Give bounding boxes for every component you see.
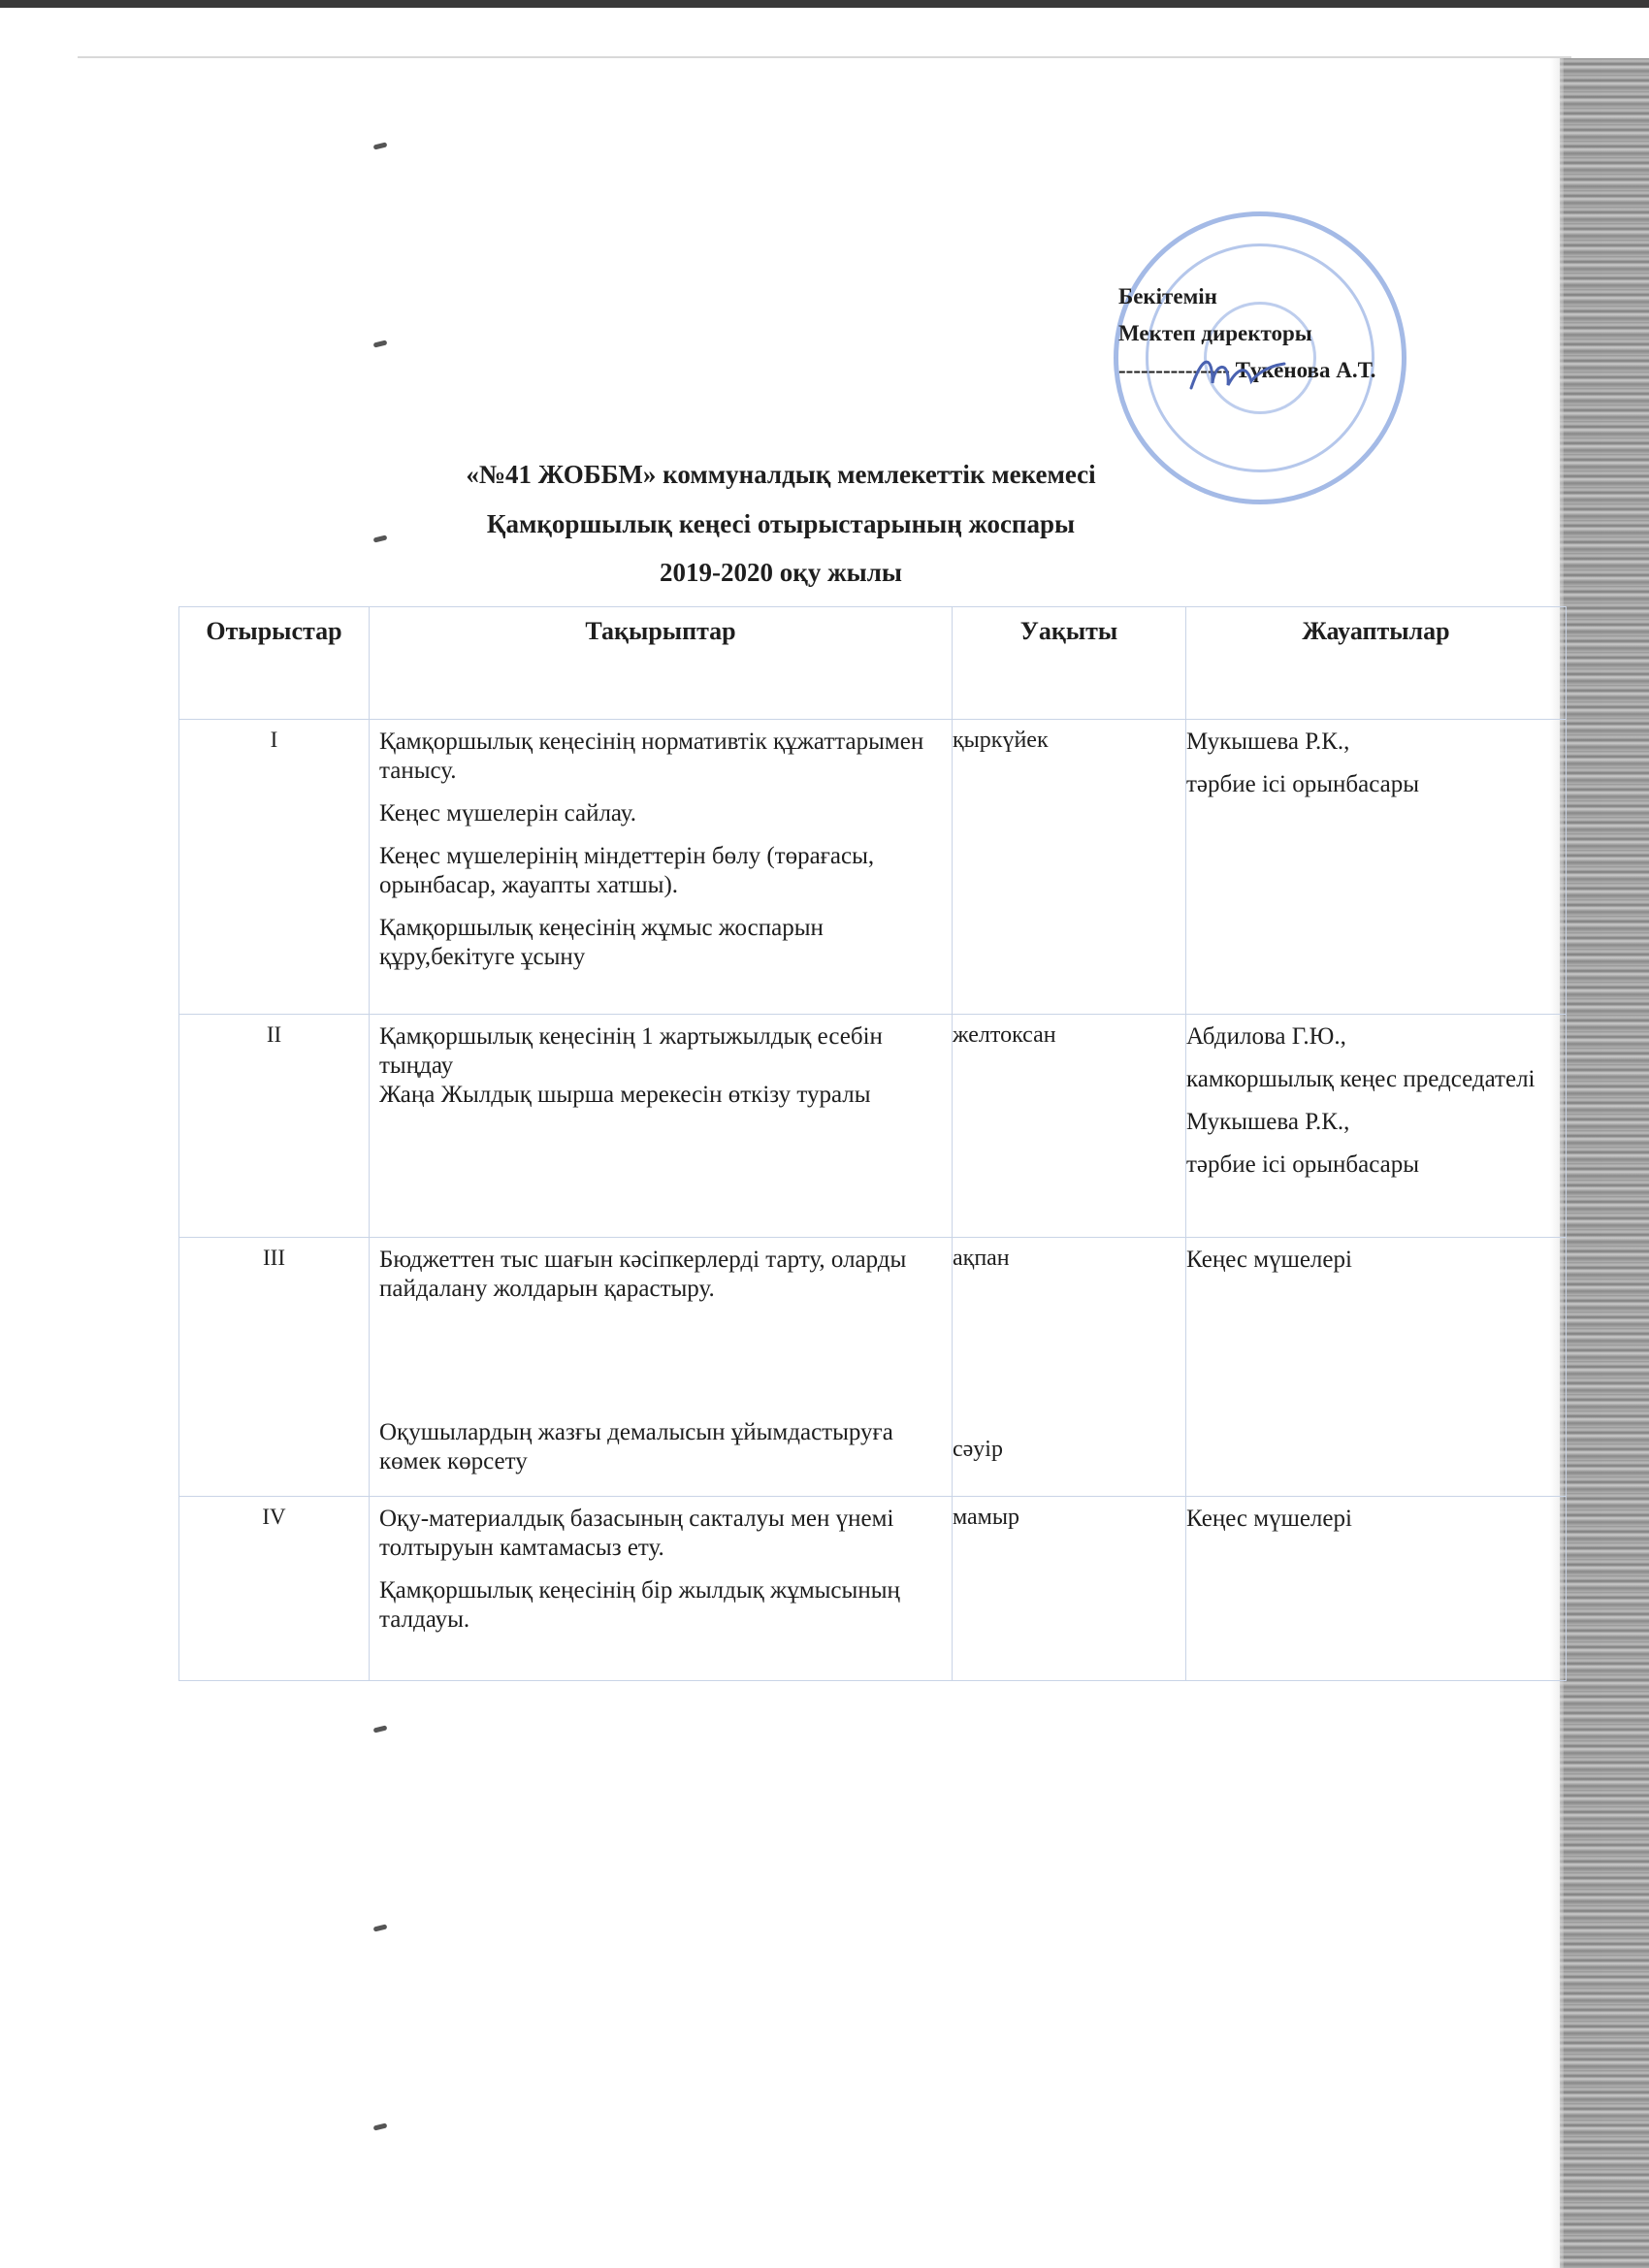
scan-edge-shadow (1560, 58, 1649, 2268)
topic-item: Кеңес мүшелерінің міндеттерін бөлу (төрағасы, орынбасар, жауапты хатшы). (379, 843, 875, 898)
table-row (179, 1238, 1567, 1497)
topic-item: Кеңес мүшелерін сайлау. (379, 800, 637, 826)
topic-item: Оқушылардың жазғы демалысын ұйымдастыруға көмек көрсету (379, 1419, 893, 1474)
header-time: Уақыты (953, 607, 1186, 720)
header-responsible: Жауаптылар (1186, 607, 1567, 720)
punch-hole-mark (373, 2122, 388, 2130)
meeting-number: I (179, 720, 370, 1015)
approval-line-approve: Бекітемін (1118, 284, 1217, 308)
responsible-item: Абдилова Г.Ю., (1186, 1023, 1346, 1050)
topic-item: Жаңа Жылдық шырша мерекесін өткізу туралы (379, 1082, 871, 1108)
header-meetings: Отырыстар (179, 607, 370, 720)
plan-title: Қамқоршылық кеңесі отырыстарының жоспары (486, 509, 1076, 538)
responsible-item: тәрбие ісі орынбасары (1186, 771, 1419, 797)
responsible-item: Мукышева Р.К., (1186, 1109, 1350, 1135)
topic-item: Қамқоршылық кеңесінің 1 жартыжылдық есебін тыңдау (379, 1023, 883, 1079)
meeting-responsible (1186, 1015, 1567, 1238)
punch-hole-mark (373, 1924, 388, 1931)
meeting-number: III (179, 1238, 370, 1497)
topic-item: Оқу-материалдық базасының сакталуы мен үнемі толтыруын камтамасыз ету. (379, 1506, 894, 1561)
meeting-number: II (179, 1015, 370, 1238)
handwritten-signature (1183, 344, 1290, 403)
meeting-time: қыркүйек (953, 720, 1186, 1015)
punch-hole-mark (373, 340, 388, 347)
responsible-item: Кеңес мүшелері (1186, 1506, 1352, 1532)
meeting-responsible (1186, 1497, 1567, 1681)
approval-line-director: Мектеп директоры (1118, 321, 1312, 345)
topic-item: Қамқоршылық кеңесінің жұмыс жоспарын құру,бекітуге ұсыну (379, 915, 824, 970)
table-row (179, 1015, 1567, 1238)
meeting-time: мамыр (953, 1497, 1186, 1681)
punch-hole-mark (373, 1725, 388, 1733)
topic-spacer (379, 1317, 942, 1418)
meeting-topics (370, 1497, 953, 1681)
meeting-time: желтоксан (953, 1015, 1186, 1238)
approval-line-signature: --------------- Түкенова А.Т. (1118, 358, 1376, 382)
responsible-item: тәрбие ісі орынбасары (1186, 1151, 1419, 1178)
meeting-time (953, 1238, 1186, 1497)
header-topics: Тақырыптар (370, 607, 953, 720)
topic-item: Қамқоршылық кеңесінің бір жылдық жұмысының талдауы. (379, 1577, 900, 1633)
academic-year: 2019-2020 оқу жылы (660, 558, 902, 587)
meeting-topics (370, 1015, 953, 1238)
time-spacer (953, 1272, 1185, 1437)
table-header-row (179, 607, 1567, 720)
table-row (179, 1497, 1567, 1681)
scan-artifact-line (78, 56, 1571, 58)
meeting-topics (370, 720, 953, 1015)
punch-hole-mark (373, 142, 388, 149)
scan-top-border (0, 0, 1649, 8)
meeting-responsible (1186, 1238, 1567, 1497)
topic-item: Қамқоршылық кеңесінің нормативтік құжаттарымен танысу. (379, 729, 924, 784)
institution-title: «№41 ЖОББМ» коммуналдық мемлекеттік мекемесі (466, 460, 1096, 489)
topic-item: Бюджеттен тыс шағын кәсіпкерлерді тарту, оларды пайдалану жолдарын қарастыру. (379, 1247, 907, 1302)
meeting-time-second: сәуір (953, 1437, 1003, 1462)
meeting-responsible (1186, 720, 1567, 1015)
responsible-item: Кеңес мүшелері (1186, 1247, 1352, 1273)
meeting-time-first: ақпан (953, 1246, 1010, 1271)
responsible-item: Мукышева Р.К., (1186, 729, 1350, 755)
responsible-item: камкоршылық кеңес председателі (1186, 1066, 1536, 1092)
meeting-number: IV (179, 1497, 370, 1681)
table-row (179, 720, 1567, 1015)
meetings-plan-table (178, 606, 1567, 1681)
meeting-topics (370, 1238, 953, 1497)
